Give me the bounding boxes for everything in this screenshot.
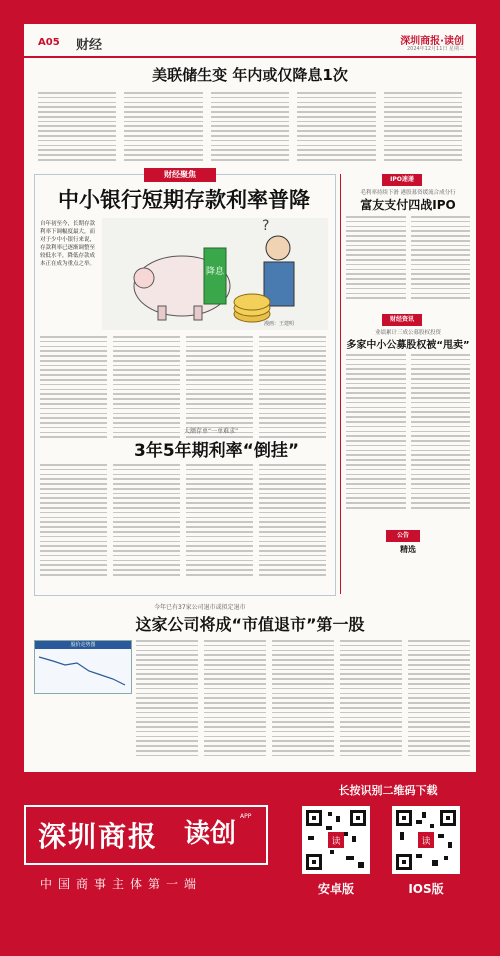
text-column bbox=[40, 336, 107, 441]
illustration-credit: 漫画：王建明 bbox=[264, 321, 295, 327]
svg-text:读: 读 bbox=[331, 837, 341, 847]
subhead-title: 3年5年期利率“倒挂” bbox=[134, 441, 300, 461]
app-superscript: APP bbox=[240, 813, 252, 820]
text-column bbox=[340, 640, 402, 760]
stock-line-chart bbox=[35, 649, 131, 693]
page-number: A05 bbox=[38, 37, 60, 48]
text-column bbox=[408, 640, 470, 760]
text-column bbox=[113, 336, 180, 441]
notice-kicker: 公告 bbox=[386, 530, 420, 542]
android-label: 安卓版 bbox=[317, 882, 354, 896]
qr-code-icon bbox=[302, 806, 370, 874]
ipo-body bbox=[346, 216, 470, 306]
figure-arrow-label: 降息 bbox=[205, 267, 225, 277]
text-column bbox=[384, 92, 462, 164]
app-name: 读创 bbox=[184, 819, 237, 849]
subhead-kicker: 大额存单“一单难求” bbox=[184, 428, 239, 435]
feature-tag: 财经聚焦 bbox=[144, 168, 216, 182]
feature-illustration bbox=[102, 218, 328, 330]
fund-kicker: 财经资讯 bbox=[382, 314, 422, 326]
text-column bbox=[259, 336, 326, 441]
newspaper-page bbox=[24, 24, 476, 772]
fund-body bbox=[346, 354, 470, 522]
delist-title: 这家公司将成“市值退市”第一股 bbox=[135, 615, 365, 634]
text-column bbox=[136, 640, 198, 760]
top-headline: 美联储生变 年内或仅降息1次 bbox=[152, 66, 348, 84]
app-logo bbox=[24, 805, 268, 865]
ipo-sub: 毛利率持续下滑 港股募资缓流合成分行 bbox=[360, 190, 456, 196]
chart-caption: 股价走势图 bbox=[35, 641, 131, 649]
fund-sub: 业绩累计三成公募股权投资 bbox=[374, 330, 441, 336]
qr-code-icon bbox=[392, 806, 460, 874]
text-column bbox=[40, 464, 107, 579]
top-article-body bbox=[38, 92, 462, 168]
text-column bbox=[211, 92, 289, 164]
column-divider bbox=[340, 174, 341, 594]
svg-text:读: 读 bbox=[421, 837, 431, 847]
ipo-kicker: IPO速递 bbox=[382, 174, 422, 186]
text-column bbox=[38, 92, 116, 164]
android-qr-code[interactable] bbox=[302, 806, 370, 874]
feature-title: 中小银行短期存款利率普降 bbox=[58, 188, 310, 212]
ios-label: IOS版 bbox=[408, 882, 444, 896]
section-header bbox=[24, 24, 476, 58]
text-column bbox=[186, 464, 253, 579]
download-instruction: 长按识别二维码下载 bbox=[338, 784, 438, 797]
text-column bbox=[259, 464, 326, 579]
fund-title: 多家中小公募股权被“甩卖” bbox=[346, 340, 470, 351]
text-column bbox=[204, 640, 266, 760]
text-column bbox=[411, 216, 471, 302]
feature-lead: 自年初至今，长期存款利率下调幅度最大，而对于少中小银行来说，存款利率已逐渐调整至较低水平，降低存款成本正在成为重点之举。 bbox=[40, 221, 96, 267]
subhead-body bbox=[40, 464, 326, 588]
text-column bbox=[272, 640, 334, 760]
slogan: 中国商事主体第一端 bbox=[40, 877, 203, 891]
text-column bbox=[411, 354, 471, 512]
text-column bbox=[113, 464, 180, 579]
text-column bbox=[297, 92, 375, 164]
stock-chart-box bbox=[34, 640, 132, 694]
delist-kicker: 今年已有37家公司退市或拟定退市 bbox=[154, 604, 246, 611]
text-column bbox=[346, 216, 406, 302]
question-mark-icon: ? bbox=[262, 218, 270, 234]
feature-body bbox=[40, 336, 326, 444]
logo-text: 深圳商报 bbox=[38, 820, 159, 853]
delist-body bbox=[136, 640, 470, 766]
ipo-title: 富友支付四战IPO bbox=[360, 198, 456, 212]
issue-date: 2024年12月11日 星期三 bbox=[406, 46, 464, 52]
masthead: 深圳商报·读创 bbox=[400, 36, 464, 47]
notice-title: 精选 bbox=[400, 545, 416, 554]
section-name: 财经 bbox=[76, 38, 103, 53]
ios-qr-code[interactable] bbox=[392, 806, 460, 874]
text-column bbox=[124, 92, 202, 164]
text-column bbox=[346, 354, 406, 512]
